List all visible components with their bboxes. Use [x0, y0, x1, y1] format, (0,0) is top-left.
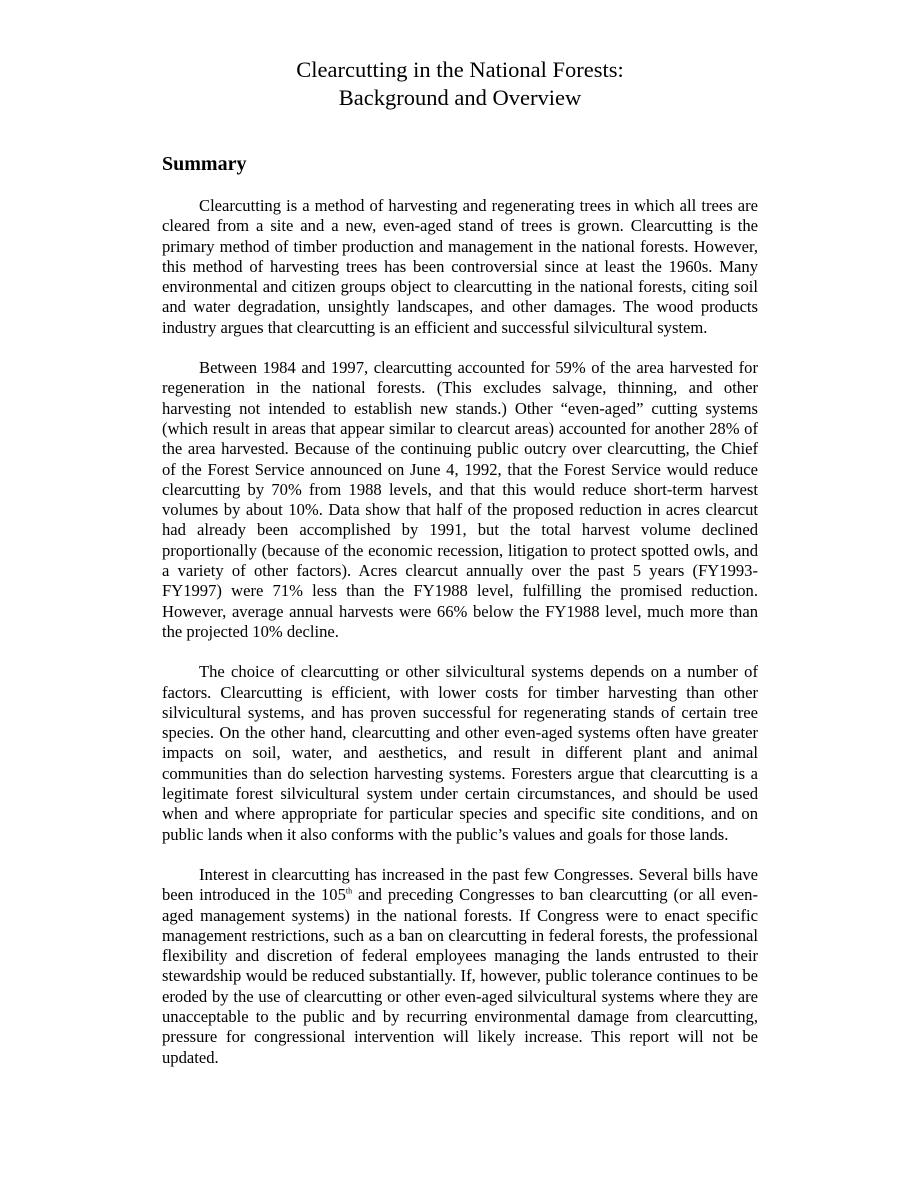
paragraph-4-text-a: Interest in clearcutting has increased in the past few Congresses. Several bills have been introduced in the 105 [162, 864, 758, 905]
paragraph-1: Clearcutting is a method of harvesting and regenerating trees in which all trees are cleared from a site and a new, even-aged stand of trees is grown. Clearcutting is the primary method of timber production and management in the national forests. However, this method of harvesting trees has been controversial since at least the 1960s. Many environmental and citizen groups object to clearcutting in the national forests, citing soil and water degradation, unsightly landscapes, and other damages. The wood products industry argues that clearcutting is an efficient and successful silvicultural system. [162, 196, 758, 337]
paragraph-4-text-b: and preceding Congresses to ban clearcutting (or all even-aged management systems) in the national forests. If Congress were to enact specific management restrictions, such as a ban on clearcutting in federal forests, the professional flexibility and discretion of federal employees managing the lands entrusted to their stewardship would be reduced substantially. If, however, public tolerance continues to be eroded by the use of clearcutting or other even-aged silvicultural systems where they are unacceptable to the public and by recurring environmental damage from clearcutting, pressure for congressional intervention will likely increase. This report will not be updated. [162, 885, 758, 1067]
title-line-2: Background and Overview [338, 85, 582, 110]
title-line-1: Clearcutting in the National Forests: [296, 57, 624, 82]
document-page [162, 56, 758, 1068]
paragraph-4 [162, 865, 758, 1068]
document-title [162, 56, 758, 112]
paragraph-2: Between 1984 and 1997, clearcutting accounted for 59% of the area harvested for regeneration in the national forests. (This excludes salvage, thinning, and other harvesting not intended to establish new stands.) Other “even-aged” cutting systems (which result in areas that appear similar to clearcut areas) accounted for another 28% of the area harvested. Because of the continuing public outcry over clearcutting, the Chief of the Forest Service announced on June 4, 1992, that the Forest Service would reduce clearcutting by 70% from 1988 levels, and that this would reduce short-term harvest volumes by about 10%. Data show that half of the proposed reduction in acres clearcut had already been accomplished by 1991, but the total harvest volume declined proportionally (because of the economic recession, litigation to protect spotted owls, and a variety of other factors). Acres clearcut annually over the past 5 years (FY1993-FY1997) were 71% less than the FY1988 level, fulfilling the promised reduction. However, average annual harvests were 66% below the FY1988 level, much more than the projected 10% decline. [162, 358, 758, 641]
section-heading-summary: Summary [162, 153, 247, 175]
paragraph-3: The choice of clearcutting or other silvicultural systems depends on a number of factors. Clearcutting is efficient, with lower costs for timber harvesting than other silvicultural systems, and has proven successful for regenerating stands of certain tree species. On the other hand, clearcutting and other even-aged systems often have greater impacts on soil, water, and aesthetics, and result in different plant and animal communities than do selection harvesting systems. Foresters argue that clearcutting is a legitimate forest silvicultural system under certain circumstances, and should be used when and where appropriate for particular species and specific site conditions, and on public lands when it also conforms with the public’s values and goals for those lands. [162, 662, 758, 844]
ordinal-superscript: th [345, 886, 353, 896]
